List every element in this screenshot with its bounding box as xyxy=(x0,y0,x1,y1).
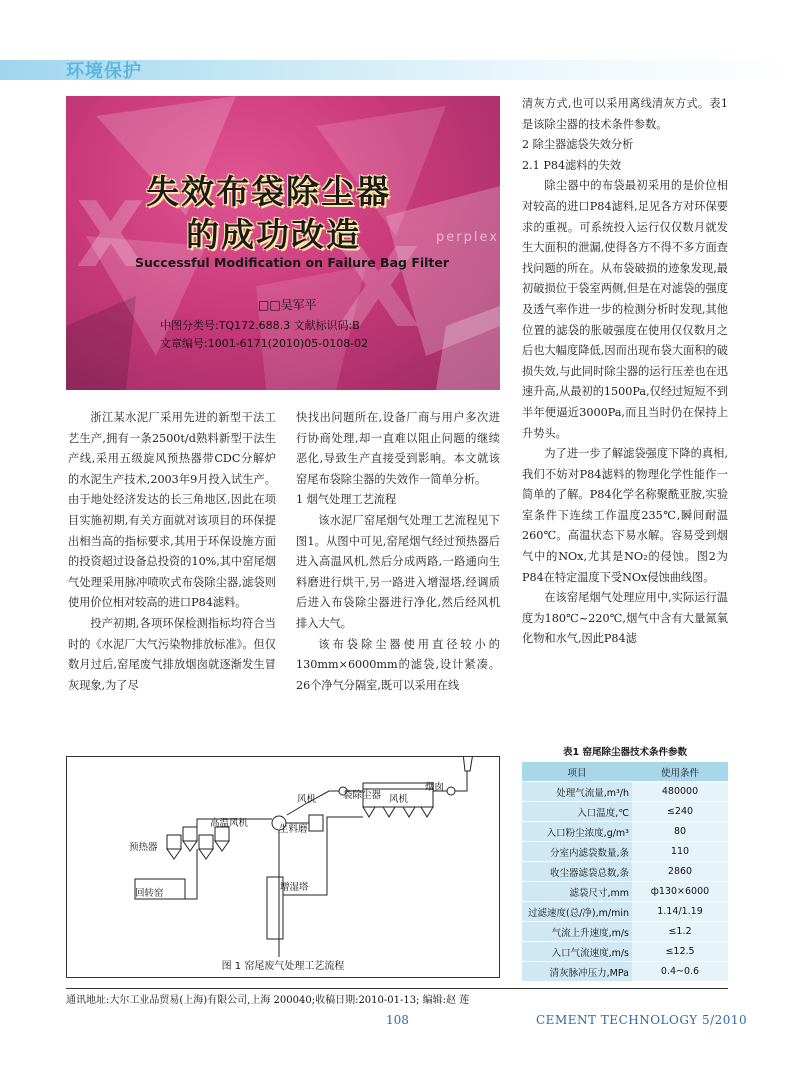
body-column-1 xyxy=(68,408,276,696)
journal-name: CEMENT TECHNOLOGY 5/2010 xyxy=(536,1013,748,1027)
paragraph: 为了进一步了解滤袋强度下降的真相,我们不妨对P84滤料的物理化学性能作一简单的了解。P84化学名称聚酰亚胺,实验室条件下连续工作温度235℃,瞬间耐温260℃。高温状态下易水解。容易受到烟气中的NOx,尤其是NO₂的侵蚀。图2为P84在特定温度下受NOx侵蚀曲线图。 xyxy=(522,447,728,584)
body-column-3 xyxy=(522,94,728,650)
table-cell: ≤1.2 xyxy=(632,922,728,942)
table-cell: 入口粉尘浓度,g/m³ xyxy=(522,822,632,842)
table-row xyxy=(522,862,728,882)
title-line-1: 失效布袋除尘器 xyxy=(146,172,391,211)
parameters-table xyxy=(522,762,728,982)
table-row xyxy=(522,822,728,842)
paragraph: 除尘器中的布袋最初采用的是价位相对较高的进口P84滤料,足见各方对环保要求的重视。可系统投入运行仅仅数月就发生大面积的泄漏,使得各方不得不多方面查找问题的所在。从布袋破损的迹象发现,最初破损位于袋室两侧,但是在对滤袋的强度及透气率作进一步的检测分析时发现,其他位置的滤袋的胀破强度在使用仅仅数月之后也大幅度降低,因而出现布袋大面积的破损失效,与此同时除尘器的运行压差也在迅速升高,从最初的1500Pa,仅经过短短不到半年便逼近3000Pa,而且当时仍在保持上升势头。 xyxy=(522,179,728,440)
footer-divider xyxy=(66,988,728,989)
label-fan: 风机 xyxy=(297,794,317,805)
paragraph: 在该窑尾烟气处理应用中,实际运行温度为180℃~220℃,烟气中含有大量氮氧化物和水气,因此P84滤 xyxy=(522,591,728,646)
section-heading: 1 烟气处理工艺流程 xyxy=(296,493,397,507)
title-line-2: 的成功改造 xyxy=(186,215,361,254)
table-row xyxy=(522,842,728,862)
svg-text:X: X xyxy=(76,183,146,288)
paragraph: 清灰方式,也可以采用离线清灰方式。表1是该除尘器的技术条件参数。 xyxy=(522,97,728,131)
table-cell: 80 xyxy=(632,822,728,842)
table-caption: 表1 窑尾除尘器技术条件参数 xyxy=(563,747,687,758)
column-header: 项目 xyxy=(522,762,632,782)
table-cell: 气流上升速度,m/s xyxy=(522,922,632,942)
table-row xyxy=(522,962,728,982)
table-cell: 入口温度,℃ xyxy=(522,802,632,822)
table-cell: ф130×6000 xyxy=(632,882,728,902)
table-cell: 清灰脉冲压力,MPa xyxy=(522,962,632,982)
english-title: Successful Modification on Failure Bag Filter xyxy=(135,255,450,270)
table-cell: 2860 xyxy=(632,862,728,882)
label-preheater: 预热器 xyxy=(129,842,158,853)
table-row xyxy=(522,782,728,802)
label-humidifier-tower: 增湿塔 xyxy=(280,882,309,893)
label-high-temp-fan: 高温风机 xyxy=(210,818,249,829)
label-raw-mill: 生料磨 xyxy=(279,824,308,835)
paragraph: 投产初期,各项环保检测指标均符合当时的《水泥厂大气污染物排放标准》。但仅数月过后,窑尾废气排放烟囱就逐渐发生冒灰现象,为了尽 xyxy=(68,616,276,692)
paragraph: 浙江某水泥厂采用先进的新型干法工艺生产,拥有一条2500t/d熟料新型干法生产线,采用五级旋风预热器带CDC分解炉的水泥生产技术,2003年9月投入试生产。由于地处经济发达的长三角地区,因此在项目实施初期,有关方面就对该项目的环保提出相当高的指标要求,其用于环保设施方面的投资超过设备总投资的10%,其中窑尾烟气处理采用脉冲喷吹式布袋除尘器,滤袋则使用价位相对较高的进口P84滤料。 xyxy=(68,411,276,610)
label-rotary-kiln: 回转窑 xyxy=(135,888,164,899)
table-row xyxy=(522,922,728,942)
paragraph: 快找出问题所在,设备厂商与用户多次进行协商处理,却一直难以阻止问题的继续恶化,导致生产直接受到影响。本文就该窑尾布袋除尘器的失效作一简单分析。 xyxy=(296,411,500,486)
table-header-row xyxy=(522,762,728,782)
body-column-2 xyxy=(296,408,500,696)
page-number: 108 xyxy=(386,1013,409,1027)
footer-note: 通讯地址:大尔工业品贸易(上海)有限公司,上海 200040;收稿日期:2010-01-13; 编辑:赵 莲 xyxy=(66,995,470,1006)
classification-number: 中图分类号:TQ172.688.3 文献标识码:B xyxy=(160,319,360,332)
table-row xyxy=(522,802,728,822)
table-row xyxy=(522,882,728,902)
column-header: 使用条件 xyxy=(632,762,728,782)
table-cell: 1.14/1.19 xyxy=(632,902,728,922)
table-cell: ≤12.5 xyxy=(632,942,728,962)
section-heading: 2 除尘器滤袋失效分析 xyxy=(522,138,634,152)
table-cell: ≤240 xyxy=(632,802,728,822)
table-cell: 110 xyxy=(632,842,728,862)
author: □□吴军平 xyxy=(258,298,317,312)
section-label: 环境保护 xyxy=(66,61,142,82)
article-number: 文章编号:1001-6171(2010)05-0108-02 xyxy=(160,337,369,350)
table-row xyxy=(522,942,728,962)
table-cell: 480000 xyxy=(632,782,728,802)
table-cell: 收尘器滤袋总数,条 xyxy=(522,862,632,882)
subsection-heading: 2.1 P84滤料的失效 xyxy=(522,158,622,172)
table-cell: 处理气流量,m³/h xyxy=(522,782,632,802)
table-cell: 分室内滤袋数量,条 xyxy=(522,842,632,862)
table-cell: 入口气流速度,m/s xyxy=(522,942,632,962)
table-cell: 滤袋尺寸,mm xyxy=(522,882,632,902)
table-cell: 0.4~0.6 xyxy=(632,962,728,982)
paragraph: 该水泥厂窑尾烟气处理工艺流程见下图1。从图中可见,窑尾烟气经过预热器后进入高温风机,然后分成两路,一路通向生料磨进行烘干,另一路进入增湿塔,经调质后进入布袋除尘器进行净化,然后经风机排入大气。 xyxy=(296,513,500,630)
label-bag-filter: 袋除尘器 xyxy=(343,790,382,801)
label-chimney: 烟囱 xyxy=(425,782,445,793)
paragraph: 该布袋除尘器使用直径较小的130mm×6000mm的滤袋,设计紧凑。26个净气分隔室,既可以采用在线 xyxy=(296,637,500,692)
banner-decor-word: perplex xyxy=(436,230,499,245)
table-cell: 过滤速度(总/净),m/min xyxy=(522,902,632,922)
label-fan: 风机 xyxy=(389,794,409,805)
figure-caption: 图 1 窑尾废气处理工艺流程 xyxy=(221,961,345,972)
table-row xyxy=(522,902,728,922)
svg-text:X: X xyxy=(336,224,421,352)
process-flow-figure xyxy=(66,756,500,978)
